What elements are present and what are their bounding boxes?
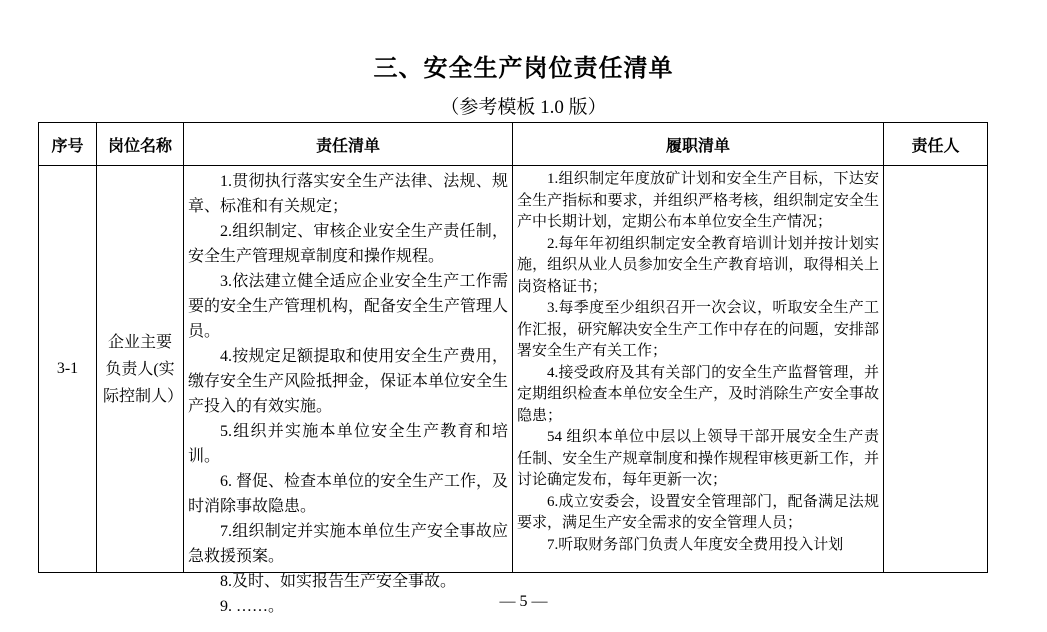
header-seq: 序号 xyxy=(39,123,97,166)
header-responsibility-list: 责任清单 xyxy=(184,123,513,166)
duty-items xyxy=(513,166,883,570)
list-item: 1.组织制定年度放矿计划和安全生产目标，下达安全生产指标和要求，并组织严格考核，组织制定安全生产中长期计划，定期公布本单位安全生产情况； xyxy=(517,171,879,230)
list-item: 4.接受政府及其有关部门的安全生产监督管理，并定期组织检查本单位安全生产，及时消除生产安全事故隐患； xyxy=(517,364,879,424)
list-item: 3.依法建立健全适应企业安全生产工作需要的安全生产管理机构，配备安全生产管理人员。 xyxy=(188,273,509,340)
responsibility-table xyxy=(38,122,988,615)
cell-duty-list xyxy=(513,166,884,573)
cell-seq: 3-1 xyxy=(39,166,97,573)
list-item: 4.按规定足额提取和使用安全生产费用，缴存安全生产风险抵押金，保证本单位安全生产投入的有效实施。 xyxy=(188,348,509,415)
list-item: 8.及时、如实报告生产安全事故。 xyxy=(220,573,457,590)
list-item: 6.成立安委会，设置安全管理部门，配备满足法规要求，满足生产安全需求的安全管理人员； xyxy=(517,493,879,531)
page-subtitle: （参考模板 1.0 版） xyxy=(440,97,607,118)
list-item: 9. ……。 xyxy=(220,598,285,615)
table-row xyxy=(39,166,988,573)
list-item: 2.组织制定、审核企业安全生产责任制，安全生产管理规章制度和操作规程。 xyxy=(188,223,508,265)
list-item: 5.组织并实施本单位安全生产教育和培训。 xyxy=(188,423,508,465)
list-item: 2.每年年初组织制定安全教育培训计划并按计划实施，组织从业人员参加安全生产教育培训，取得相关上岗资格证书； xyxy=(517,235,879,295)
cell-responsibility-list xyxy=(184,166,513,615)
responsibility-items xyxy=(184,166,512,615)
list-item: 7.组织制定并实施本单位生产安全事故应急救援预案。 xyxy=(188,523,508,565)
header-responsible-person: 责任人 xyxy=(884,123,988,166)
list-item: 1.贯彻执行落实安全生产法律、法规、规章、标准和有关规定； xyxy=(188,173,508,215)
header-position: 岗位名称 xyxy=(97,123,184,166)
list-item: 3.每季度至少组织召开一次会议，听取安全生产工作汇报，研究解决安全生产工作中存在的问题，安排部署安全生产有关工作； xyxy=(517,300,879,359)
header-duty-list: 履职清单 xyxy=(513,123,884,166)
page-number: — 5 — xyxy=(499,593,548,610)
cell-position: 企业主要负责人(实际控制人） xyxy=(97,166,184,573)
list-item: 54 组织本单位中层以上领导干部开展安全生产责任制、安全生产规章制度和操作规程审核更新工作，并讨论确定发布，每年更新一次； xyxy=(517,429,879,488)
page-title: 三、安全生产岗位责任清单 xyxy=(373,55,674,82)
cell-responsible-person xyxy=(884,166,988,573)
table-header-row xyxy=(39,123,988,166)
list-item: 7.听取财务部门负责人年度安全费用投入计划 xyxy=(547,536,844,553)
list-item: 6. 督促、检查本单位的安全生产工作，及时消除事故隐患。 xyxy=(188,473,509,515)
